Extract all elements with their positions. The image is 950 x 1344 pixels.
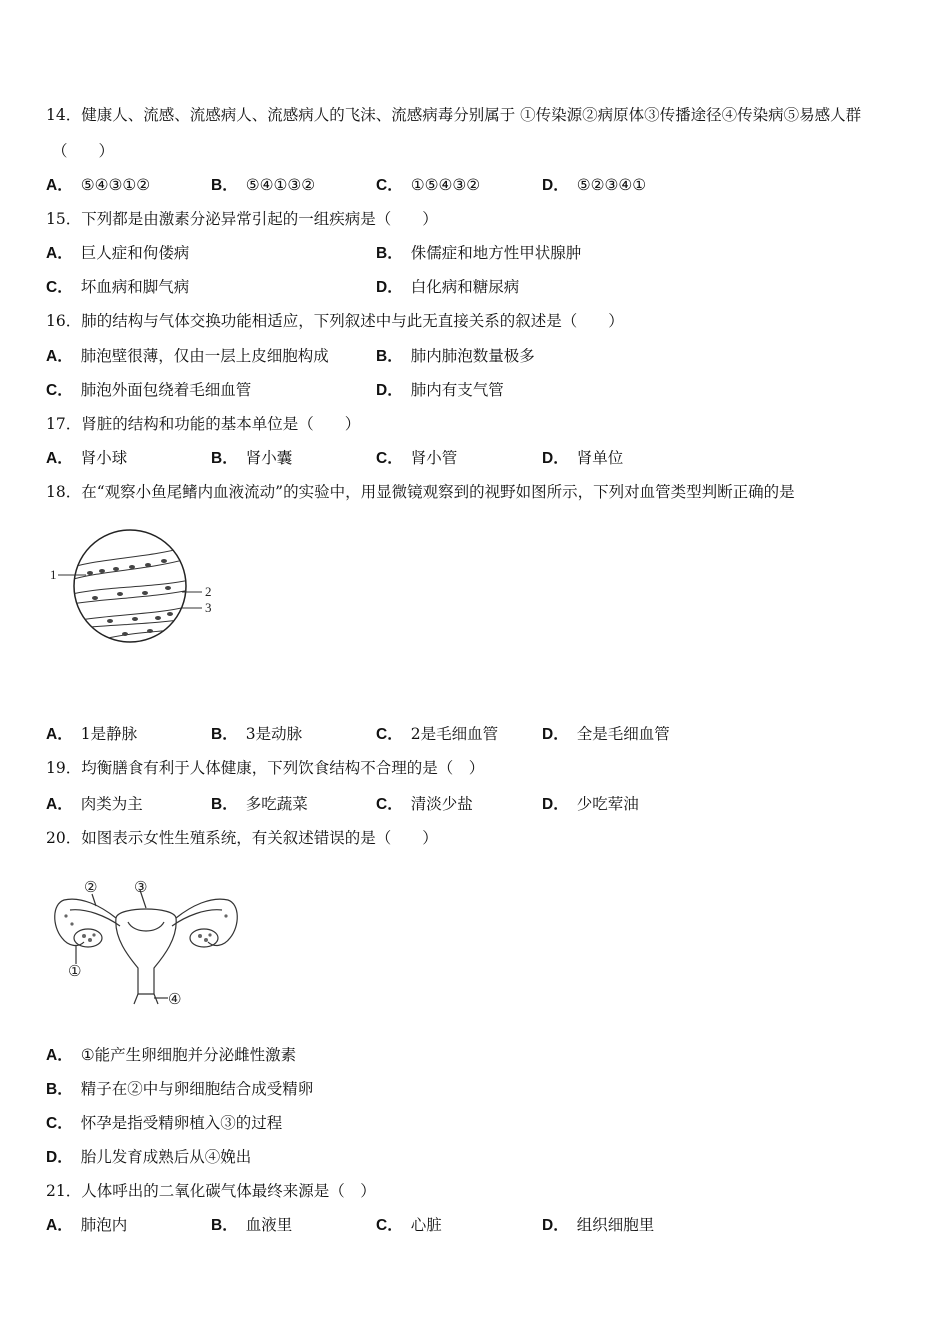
option-text: 少吃荤油 [576, 795, 639, 813]
option-text: 组织细胞里 [576, 1216, 655, 1234]
q20-option-b[interactable] [46, 1077, 313, 1099]
option-text: ⑤②③④① [576, 176, 647, 194]
q16-stem: 16．肺的结构与气体交换功能相适应，下列叙述中与此无直接关系的叙述是（ ） [46, 312, 624, 330]
option-text: 多吃蔬菜 [245, 795, 308, 813]
q16-option-a[interactable] [46, 344, 329, 366]
option-label: A． [46, 726, 73, 743]
q20-option-c[interactable] [46, 1111, 282, 1133]
q18-stem: 18．在“观察小鱼尾鳍内血液流动”的实验中，用显微镜观察到的视野如图所示，下列对血管类型判断正确的是 [46, 483, 795, 501]
option-text: 怀孕是指受精卵植入③的过程 [80, 1114, 283, 1132]
option-label: C． [376, 1217, 403, 1234]
option-label: C． [46, 382, 73, 399]
option-label: B． [376, 245, 403, 262]
option-label: A． [46, 348, 73, 365]
option-text: ①⑤④③② [410, 176, 481, 194]
fig-label-circled-4: ④ [168, 990, 182, 1008]
option-text: 肺内肺泡数量极多 [410, 347, 535, 365]
q21-option-a[interactable] [46, 1213, 127, 1235]
option-label: A． [46, 450, 73, 467]
option-text: 血液里 [245, 1216, 293, 1234]
option-label: C． [376, 726, 403, 743]
q21-option-d[interactable] [542, 1213, 654, 1235]
q14-option-c[interactable] [376, 173, 480, 195]
option-label: D． [542, 1217, 569, 1234]
option-text: 全是毛细血管 [576, 725, 670, 743]
q15-option-b[interactable] [376, 241, 581, 263]
fig-label-circled-3: ③ [134, 878, 148, 896]
option-text: ①能产生卵细胞并分泌雌性激素 [80, 1046, 297, 1064]
q15-option-c[interactable] [46, 275, 189, 297]
option-label: B． [211, 177, 238, 194]
option-label: C． [376, 450, 403, 467]
q17-option-d[interactable] [542, 446, 623, 468]
option-text: 3是动脉 [245, 725, 303, 743]
q21-option-b[interactable] [211, 1213, 292, 1235]
q20-option-d[interactable] [46, 1145, 251, 1167]
option-label: C． [376, 177, 403, 194]
option-text: 坏血病和脚气病 [80, 278, 190, 296]
fish-tail-microscope-figure [50, 528, 220, 648]
q17-option-c[interactable] [376, 446, 457, 468]
fig-label-2: 2 [205, 584, 212, 599]
q19-option-d[interactable] [542, 792, 639, 814]
q18-option-a[interactable] [46, 722, 137, 744]
q15-option-a[interactable] [46, 241, 189, 263]
q14-option-a[interactable] [46, 173, 150, 195]
q14-option-b[interactable] [211, 173, 315, 195]
option-text: 肉类为主 [80, 795, 143, 813]
option-label: B． [211, 1217, 238, 1234]
option-label: D． [46, 1149, 73, 1166]
q19-option-a[interactable] [46, 792, 143, 814]
option-text: 肾小球 [80, 449, 128, 467]
option-text: ⑤④③①② [80, 176, 151, 194]
fig-label-circled-1: ① [68, 962, 82, 980]
option-label: C． [376, 796, 403, 813]
option-label: A． [46, 177, 73, 194]
q18-option-b[interactable] [211, 722, 302, 744]
q14-answer-bracket: （ ） [52, 142, 115, 160]
option-label: D． [542, 450, 569, 467]
option-label: D． [376, 382, 403, 399]
option-label: B． [211, 726, 238, 743]
q16-option-d[interactable] [376, 378, 504, 400]
option-label: B． [376, 348, 403, 365]
option-text: 侏儒症和地方性甲状腺肿 [410, 244, 582, 262]
option-text: 肺内有支气管 [410, 381, 504, 399]
q14-stem: 14．健康人、流感、流感病人、流感病人的飞沫、流感病毒分别属于 ①传染源②病原体③传播途径④传染病⑤易感人群 [46, 106, 862, 124]
option-text: 肺泡壁很薄，仅由一层上皮细胞构成 [80, 347, 329, 365]
option-text: 白化病和糖尿病 [410, 278, 520, 296]
option-label: D． [376, 279, 403, 296]
option-label: B． [211, 796, 238, 813]
q20-option-a[interactable] [46, 1043, 296, 1065]
female-reproductive-system-figure [46, 876, 246, 1011]
fig-label-1: 1 [50, 567, 57, 582]
q16-option-c[interactable] [46, 378, 251, 400]
option-label: A． [46, 1217, 73, 1234]
option-text: 清淡少盐 [410, 795, 473, 813]
q21-stem: 21．人体呼出的二氧化碳气体最终来源是（ ） [46, 1182, 376, 1200]
option-text: 2是毛细血管 [410, 725, 499, 743]
option-label: B． [46, 1081, 73, 1098]
option-label: D． [542, 177, 569, 194]
option-text: 肾小囊 [245, 449, 293, 467]
option-label: A． [46, 1047, 73, 1064]
q17-stem: 17．肾脏的结构和功能的基本单位是（ ） [46, 415, 361, 433]
option-label: A． [46, 796, 73, 813]
option-label: C． [46, 279, 73, 296]
fig-label-circled-2: ② [84, 878, 98, 896]
option-text: 精子在②中与卵细胞结合成受精卵 [80, 1080, 314, 1098]
option-label: C． [46, 1115, 73, 1132]
option-text: ⑤④①③② [245, 176, 316, 194]
q15-stem: 15．下列都是由激素分泌异常引起的一组疾病是（ ） [46, 210, 438, 228]
q15-option-d[interactable] [376, 275, 519, 297]
option-text: 肺泡外面包绕着毛细血管 [80, 381, 252, 399]
option-text: 巨人症和佝偻病 [80, 244, 190, 262]
q16-option-b[interactable] [376, 344, 535, 366]
option-label: D． [542, 796, 569, 813]
option-text: 肺泡内 [80, 1216, 128, 1234]
option-text: 肾小管 [410, 449, 458, 467]
q17-option-a[interactable] [46, 446, 127, 468]
option-text: 肾单位 [576, 449, 624, 467]
option-label: D． [542, 726, 569, 743]
q21-option-c[interactable] [376, 1213, 442, 1235]
option-text: 1是静脉 [80, 725, 138, 743]
fig-label-3: 3 [205, 600, 212, 615]
option-text: 心脏 [410, 1216, 442, 1234]
q20-stem: 20．如图表示女性生殖系统，有关叙述错误的是（ ） [46, 829, 438, 847]
q19-option-b[interactable] [211, 792, 308, 814]
q14-option-d[interactable] [542, 173, 646, 195]
q18-option-c[interactable] [376, 722, 498, 744]
q19-stem: 19．均衡膳食有利于人体健康，下列饮食结构不合理的是（ ） [46, 759, 485, 777]
q19-option-c[interactable] [376, 792, 473, 814]
option-label: B． [211, 450, 238, 467]
option-text: 胎儿发育成熟后从④娩出 [80, 1148, 252, 1166]
q17-option-b[interactable] [211, 446, 292, 468]
option-label: A． [46, 245, 73, 262]
q18-option-d[interactable] [542, 722, 670, 744]
